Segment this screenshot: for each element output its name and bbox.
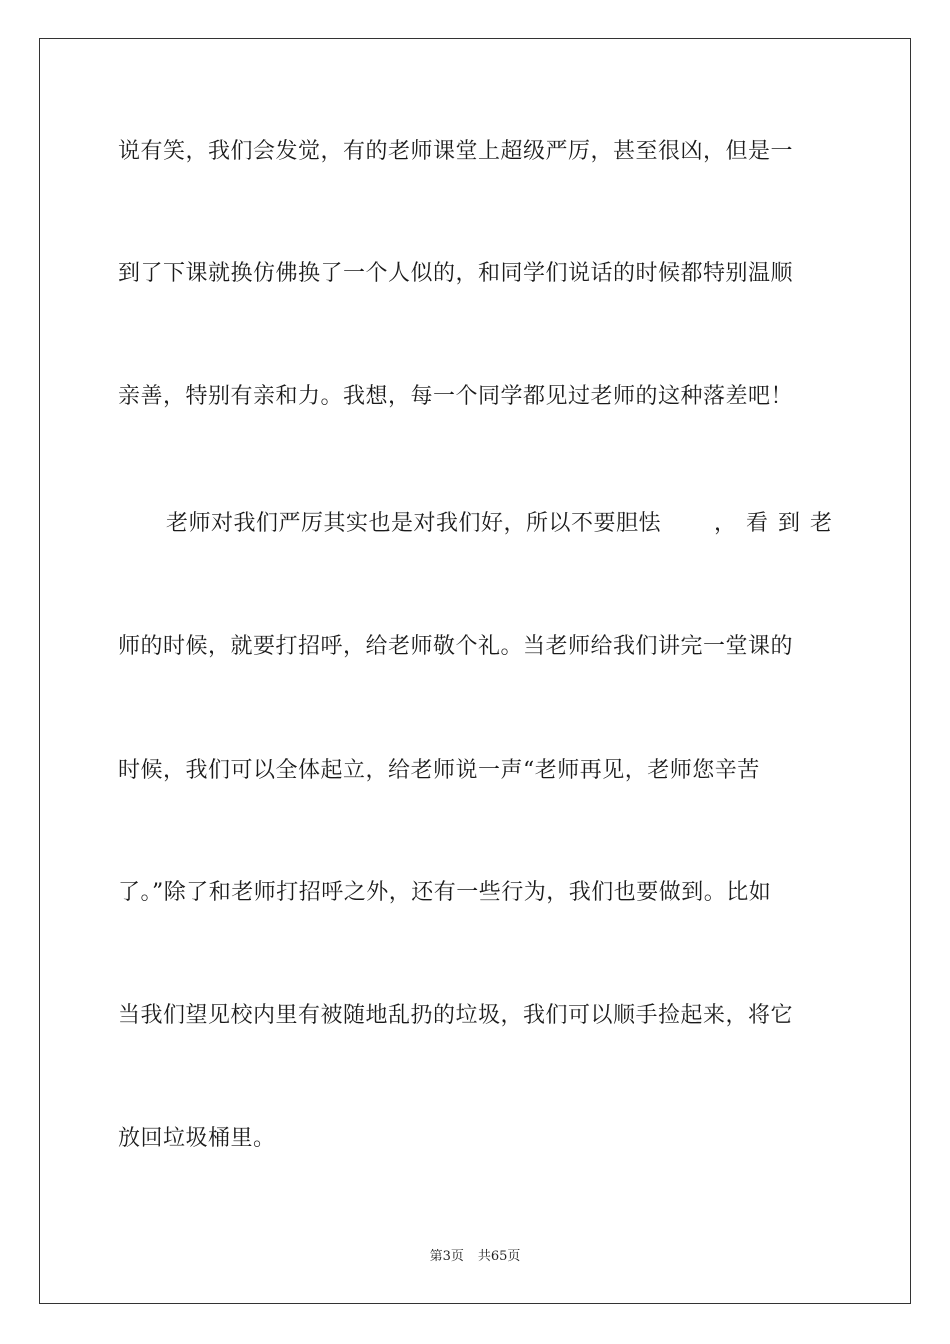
- paragraph-first-line: [166, 509, 842, 539]
- body-text-line: 放回垃圾桶里。: [118, 1126, 276, 1151]
- body-text-line: 亲善，特别有亲和力。我想，每一个同学都见过老师的这种落差吧！: [118, 384, 794, 409]
- total-pages: 共65页: [477, 1249, 521, 1264]
- body-text-line: 到了下课就换仿佛换了一个人似的，和同学们说话的时候都特别温顺: [118, 261, 794, 286]
- page-number: 第3页: [429, 1249, 464, 1264]
- body-text-line: 时候，我们可以全体起立，给老师说一声“老师再见，老师您辛苦: [118, 758, 760, 783]
- body-text-line: 师的时候，就要打招呼，给老师敬个礼。当老师给我们讲完一堂课的: [118, 634, 794, 659]
- body-text-line: 当我们望见校内里有被随地乱扔的垃圾，我们可以顺手捡起来，将它: [118, 1003, 794, 1028]
- body-text-line: 了。”除了和老师打招呼之外，还有一些行为，我们也要做到。比如: [118, 880, 772, 905]
- page-border: [39, 38, 911, 1304]
- page-footer: [0, 1249, 950, 1265]
- body-text-segment: 老师对我们严厉其实也是对我们好，所以不要胆怯: [166, 511, 662, 536]
- body-text-segment: ，看到老: [713, 511, 842, 536]
- body-text-line: 说有笑，我们会发觉，有的老师课堂上超级严厉，甚至很凶，但是一: [118, 139, 794, 164]
